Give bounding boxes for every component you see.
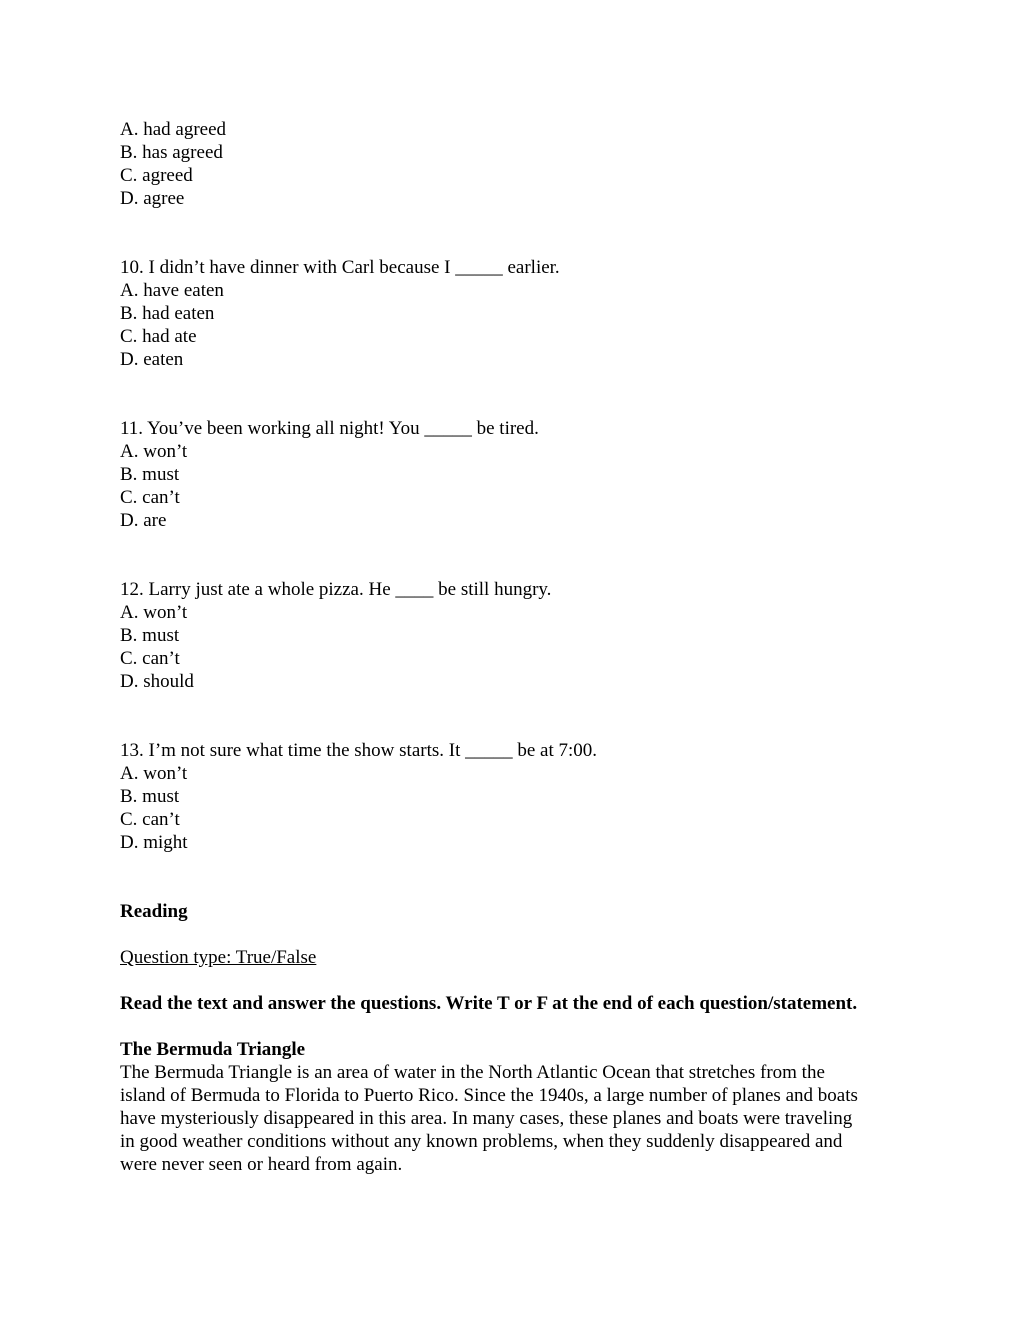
question-12 (120, 578, 920, 693)
answer-option: D. should (120, 671, 194, 692)
question-stem: 10. I didn’t have dinner with Carl because I _____ earlier. (120, 257, 560, 278)
answer-option: C. can’t (120, 648, 180, 669)
passage-line: The Bermuda Triangle is an area of water in the North Atlantic Ocean that stretches from the (120, 1062, 825, 1083)
passage-line: island of Bermuda to Florida to Puerto Rico. Since the 1940s, a large number of planes and boats (120, 1085, 858, 1106)
answer-option: B. has agreed (120, 142, 223, 163)
question-type-label (120, 946, 920, 969)
answer-option: C. had ate (120, 326, 197, 347)
passage-line: were never seen or heard from again. (120, 1154, 403, 1175)
passage-title: The Bermuda Triangle (120, 1039, 306, 1060)
question-10 (120, 256, 920, 371)
answer-option: B. had eaten (120, 303, 215, 324)
question-stem: 13. I’m not sure what time the show starts. It _____ be at 7:00. (120, 740, 598, 761)
question-type-text: Question type: True/False (120, 947, 317, 968)
answer-option: A. won’t (120, 763, 188, 784)
question-9-options (120, 118, 920, 210)
answer-option: B. must (120, 464, 180, 485)
question-11 (120, 417, 920, 532)
reading-instructions: Read the text and answer the questions. Write T or F at the end of each question/statement. (120, 993, 858, 1014)
answer-option: C. can’t (120, 487, 180, 508)
question-stem: 12. Larry just ate a whole pizza. He ____ be still hungry. (120, 579, 552, 600)
question-13 (120, 739, 920, 854)
passage-line: in good weather conditions without any known problems, when they suddenly disappeared and (120, 1131, 843, 1152)
answer-option: D. agree (120, 188, 185, 209)
reading-section-heading: Reading (120, 901, 188, 922)
answer-option: C. agreed (120, 165, 193, 186)
answer-option: A. have eaten (120, 280, 224, 301)
answer-option: C. can’t (120, 809, 180, 830)
answer-option: D. might (120, 832, 188, 853)
answer-option: B. must (120, 625, 180, 646)
reading-passage (120, 1038, 920, 1176)
passage-line: have mysteriously disappeared in this area. In many cases, these planes and boats were traveling (120, 1108, 853, 1129)
answer-option: B. must (120, 786, 180, 807)
answer-option: D. are (120, 510, 167, 531)
question-stem: 11. You’ve been working all night! You _____ be tired. (120, 418, 539, 439)
answer-option: A. won’t (120, 441, 188, 462)
answer-option: A. won’t (120, 602, 188, 623)
answer-option: D. eaten (120, 349, 184, 370)
answer-option: A. had agreed (120, 119, 227, 140)
